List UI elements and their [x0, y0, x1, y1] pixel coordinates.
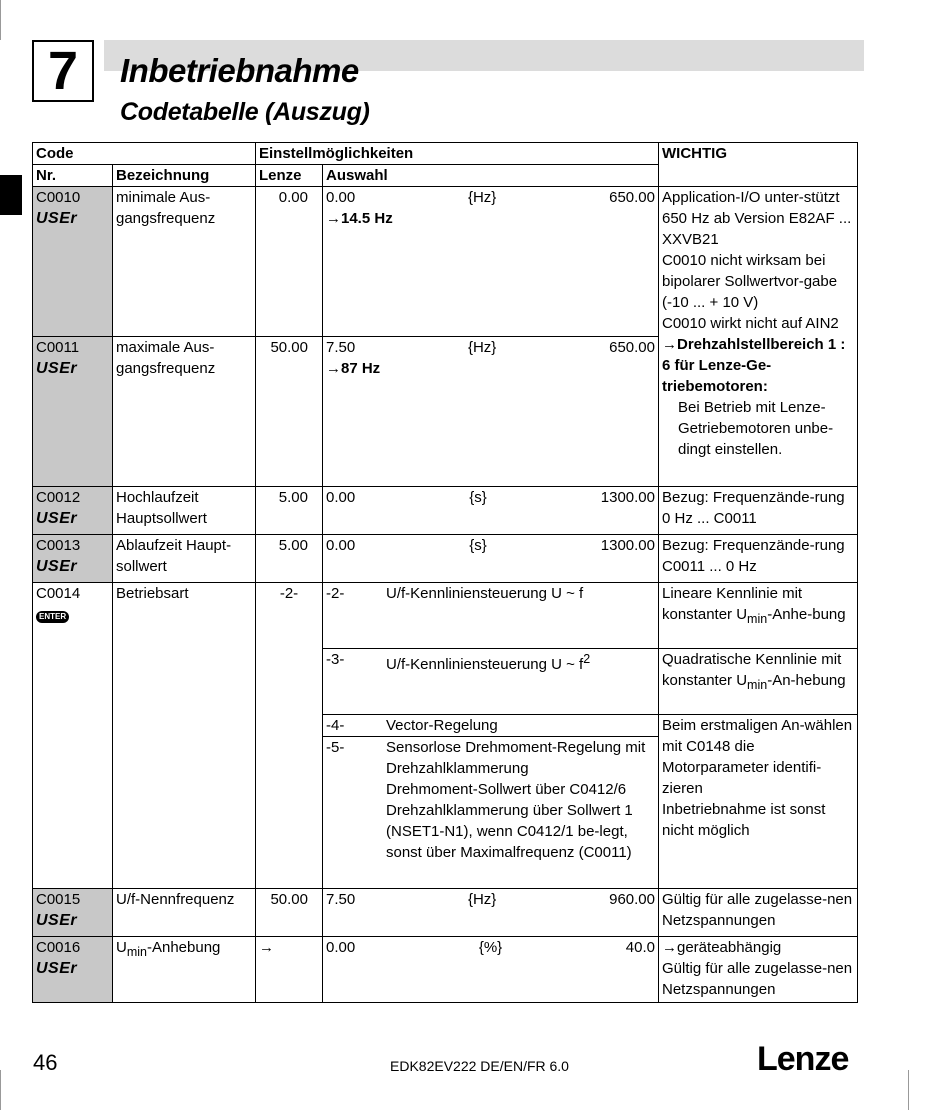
user-menu-tag: USEr [36, 558, 78, 575]
recommended-value-text: 87 Hz [341, 360, 381, 377]
code-cell [33, 187, 113, 337]
wichtig-cell [659, 649, 858, 715]
note: Beim erstmaligen An-wählen mit C0148 die Motorparameter identifi-zieren [662, 717, 853, 797]
note: Application-I/O unter-stützt 650 Hz ab Version E82AF ... XXVB21 [662, 189, 852, 248]
code-number: C0014 [36, 585, 81, 602]
note: -Anhe-bung [767, 606, 846, 623]
note: C0010 nicht wirksam bei bipolarer Sollwertvor-gabe (-10 ... + 10 V) [662, 252, 838, 311]
option-text: Vector-Regelung [386, 717, 498, 734]
table-row [33, 583, 858, 649]
option-text: Sensorlose Drehmoment-Regelung mit Drehzahlklammerung [386, 739, 646, 777]
code-number: C0013 [36, 537, 81, 554]
crop-mark [0, 1070, 1, 1110]
range-unit: {%} [478, 939, 503, 956]
code-number: C0011 [36, 339, 80, 356]
bezeichnung-cell: maximale Aus-gangsfrequenz [113, 337, 256, 487]
document-id: EDK82EV222 DE/EN/FR 6.0 [390, 1058, 569, 1074]
table-row [33, 535, 858, 583]
superscript: 2 [583, 652, 591, 666]
option-key: -3- [326, 651, 345, 668]
bezeichnung-text: U [116, 939, 127, 956]
note: -An-hebung [767, 672, 846, 689]
lenze-default: 5.00 [256, 535, 323, 583]
range-min: 0.00 [326, 489, 356, 506]
option-key: -4- [326, 717, 345, 734]
note: Inbetriebnahme ist sonst nicht möglich [662, 801, 826, 839]
range-max: 1300.00 [600, 537, 655, 554]
lenze-default: → [256, 937, 323, 1003]
range-max: 40.0 [625, 939, 655, 956]
code-cell [33, 337, 113, 487]
range-unit: {Hz} [467, 189, 497, 206]
code-number: C0010 [36, 189, 81, 206]
range-min: 0.00 [326, 189, 356, 206]
option-cell [323, 649, 659, 715]
user-menu-tag: USEr [36, 912, 78, 929]
subscript: min [747, 678, 768, 692]
auswahl-cell [323, 889, 659, 937]
option-key: -5- [326, 739, 345, 756]
option-text: U/f-Kennliniensteuerung U ~ f [386, 656, 584, 673]
bezeichnung-cell: U/f-Nennfrequenz [113, 889, 256, 937]
header-nr: Nr. [33, 165, 113, 187]
value-range [326, 937, 655, 958]
note: Gültig für alle zugelasse-nen Netzspannungen [662, 960, 853, 998]
user-menu-tag: USEr [36, 510, 78, 527]
crop-mark [908, 1070, 909, 1110]
recommended-value: →14.5 Hz [326, 210, 393, 227]
range-unit: {Hz} [467, 891, 497, 908]
code-cell [33, 487, 113, 535]
code-cell [33, 535, 113, 583]
range-min: 0.00 [326, 939, 356, 956]
code-cell [33, 937, 113, 1003]
lenze-default: 50.00 [256, 337, 323, 487]
chapter-thumb-mark [0, 175, 22, 215]
wichtig-cell: Bezug: Frequenzände-rung C0011 ... 0 Hz [659, 535, 858, 583]
header-einstellmoeglichkeiten: Einstellmöglichkeiten [256, 143, 659, 165]
code-number: C0012 [36, 489, 81, 506]
option-text: Drehmoment-Sollwert über C0412/6 [386, 781, 627, 798]
user-menu-tag: USEr [36, 210, 78, 227]
note: Quadratische Kennlinie mit konstanter U [662, 651, 842, 689]
range-min: 7.50 [326, 339, 356, 356]
note: Bei Betrieb mit Lenze-Getriebemotoren unbe-dingt einstellen. [678, 399, 834, 458]
bezeichnung-cell: Ablaufzeit Haupt-sollwert [113, 535, 256, 583]
option-cell [323, 583, 659, 649]
auswahl-cell [323, 337, 659, 487]
value-range [326, 889, 655, 910]
header-wichtig: WICHTIG [659, 143, 858, 187]
note: geräteabhängig [677, 939, 782, 956]
value-range [326, 535, 655, 556]
wichtig-cell [659, 715, 858, 889]
wichtig-cell [659, 187, 858, 487]
range-unit: {Hz} [467, 339, 497, 356]
code-table [32, 142, 858, 1003]
value-range [326, 337, 655, 358]
arrow-icon: → [662, 336, 677, 353]
wichtig-cell [659, 583, 858, 649]
chapter-number: 7 [32, 40, 94, 102]
option-cell [323, 715, 659, 737]
lenze-default: 5.00 [256, 487, 323, 535]
bezeichnung-cell: Hochlaufzeit Hauptsollwert [113, 487, 256, 535]
subscript: min [126, 945, 147, 959]
auswahl-cell [323, 187, 659, 337]
auswahl-cell [323, 937, 659, 1003]
note-bold: Drehzahlstellbereich 1 : 6 für Lenze-Ge-triebemotoren: [662, 336, 846, 395]
table-row [33, 487, 858, 535]
wichtig-cell [659, 937, 858, 1003]
value-range [326, 487, 655, 508]
enter-key-icon: ENTER [36, 611, 69, 623]
range-min: 7.50 [326, 891, 356, 908]
range-max: 650.00 [609, 339, 655, 356]
user-menu-tag: USEr [36, 960, 78, 977]
bezeichnung-cell: Betriebsart [113, 583, 256, 889]
note: C0010 wirkt nicht auf AIN2 [662, 315, 839, 332]
range-max: 960.00 [609, 891, 655, 908]
option-cell [323, 737, 659, 889]
option-key: -2- [326, 585, 345, 602]
code-cell [33, 889, 113, 937]
wichtig-cell: Bezug: Frequenzände-rung 0 Hz ... C0011 [659, 487, 858, 535]
table-header-row [33, 143, 858, 165]
option-text: U/f-Kennliniensteuerung U ~ f [386, 585, 584, 602]
range-unit: {s} [469, 537, 487, 554]
user-menu-tag: USEr [36, 360, 78, 377]
page-number: 46 [33, 1050, 58, 1075]
code-cell [33, 583, 113, 889]
header-auswahl: Auswahl [323, 165, 659, 187]
code-number: C0015 [36, 891, 81, 908]
range-max: 1300.00 [600, 489, 655, 506]
table-row [33, 889, 858, 937]
crop-mark [0, 0, 1, 40]
wichtig-cell: Gültig für alle zugelasse-nen Netzspannungen [659, 889, 858, 937]
table-row [33, 937, 858, 1003]
lenze-logo: Lenze [757, 1040, 849, 1078]
bezeichnung-cell [113, 937, 256, 1003]
value-range [326, 187, 655, 208]
range-max: 650.00 [609, 189, 655, 206]
header-bezeichnung: Bezeichnung [113, 165, 256, 187]
auswahl-cell [323, 487, 659, 535]
lenze-default: -2- [256, 583, 323, 889]
range-unit: {s} [469, 489, 487, 506]
recommended-value-text: 14.5 Hz [341, 210, 393, 227]
lenze-default: 0.00 [256, 187, 323, 337]
auswahl-cell [323, 535, 659, 583]
option-text: Drehzahlklammerung über Sollwert 1 (NSET1-N1), wenn C0412/1 be-legt, sonst über Maximalfrequenz (C0011) [386, 802, 633, 861]
code-number: C0016 [36, 939, 81, 956]
subscript: min [747, 612, 768, 626]
bezeichnung-text: -Anhebung [147, 939, 221, 956]
bezeichnung-cell: minimale Aus-gangsfrequenz [113, 187, 256, 337]
page-subtitle: Codetabelle (Auszug) [120, 98, 370, 126]
header-lenze: Lenze [256, 165, 323, 187]
table-row [33, 187, 858, 337]
arrow-icon: → [662, 939, 677, 956]
recommended-value: →87 Hz [326, 360, 381, 377]
range-min: 0.00 [326, 537, 356, 554]
note: Lineare Kennlinie mit konstanter U [662, 585, 803, 623]
header-code: Code [33, 143, 256, 165]
page-title: Inbetriebnahme [120, 52, 359, 89]
lenze-default: 50.00 [256, 889, 323, 937]
